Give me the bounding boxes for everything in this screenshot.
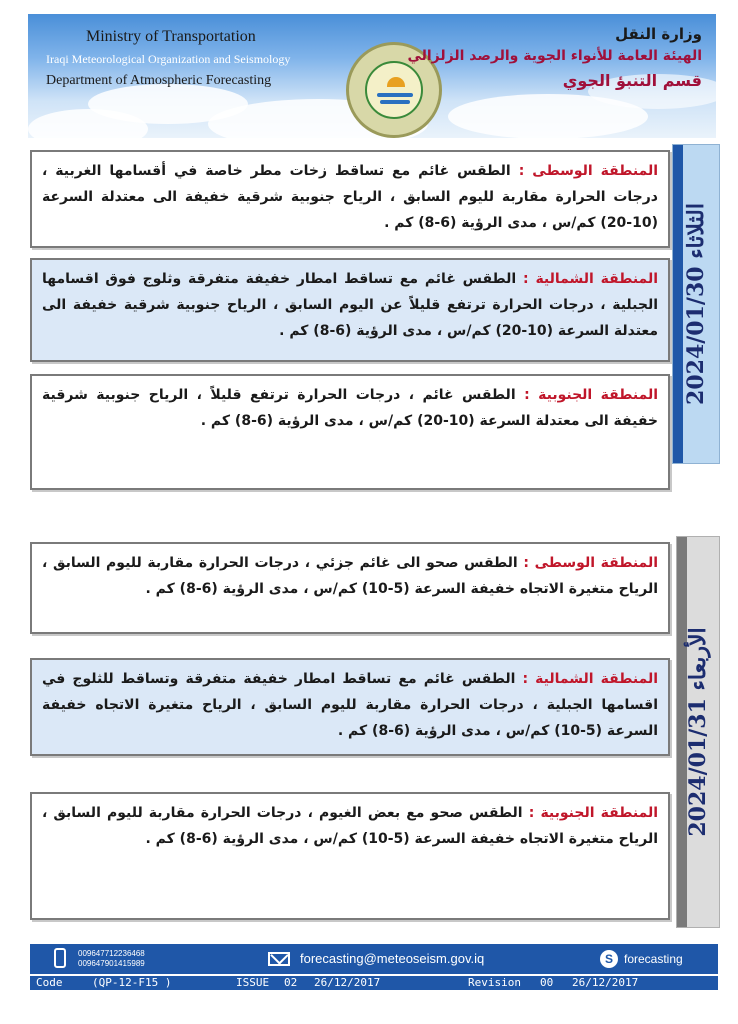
forecast-box-central-day1 [30,150,670,248]
revision-label: Revision [468,976,521,989]
skype-id: forecasting [624,952,683,966]
forecast-box-north-day2 [30,658,670,756]
code-label: Code [36,976,63,989]
region-label: المنطقة الجنوبية : [528,805,659,821]
footer [30,944,718,988]
organization-name-en: Iraqi Meteorological Organization and Seismology [46,52,291,66]
forecast-text: الطقس غائم مع تساقط امطار خفيفة متفرقة وثلوج فوق اقسامها الجبلية ، درجات الحرارة ترتفع قليلاً عن اليوم السابق ، الرياح جنوبية شرقية خفيفة الى معتدلة السرعة (10-20) كم/س ، مدى الرؤية (6-8) كم . [42,271,658,339]
forecast-box-south-day1 [30,374,670,490]
revision-value: 00 [540,976,554,989]
department-name-en: Department of Atmospheric Forecasting [46,73,272,88]
english-header [46,26,290,92]
skype-icon: S [600,950,618,968]
issue-date: 26/12/2017 [314,976,381,989]
issue-label: ISSUE [236,976,270,989]
phone-numbers [78,949,145,969]
region-label: المنطقة الشمالية : [523,271,658,287]
revision-date: 26/12/2017 [572,976,639,989]
day-label: الأربعاء 2024/01/31 [685,627,711,837]
ministry-name-ar: وزارة النقل [615,25,702,43]
organization-name-ar: الهيئة العامة للأنواء الجوية والرصد الزلزالي [407,48,702,64]
phone-number-2: 009647901415989 [78,959,145,968]
region-label: المنطقة الشمالية : [522,671,659,687]
forecast-text: الطقس غائم مع تساقط زخات مطر خاصة في أقسامها الغربية ، درجات الحرارة مقاربة لليوم السابق ، الرياح جنوبية شرقية خفيفة الى معتدلة السرعة (10-20) كم/س ، مدى الرؤية (6-8) كم . [42,163,658,231]
footer-document-code-bar [30,974,718,990]
ministry-name-en: Ministry of Transportation [86,28,256,45]
day-label: الثلاثاء 2024/01/30 [683,203,709,405]
email-address[interactable]: forecasting@meteoseism.gov.iq [300,951,485,966]
forecast-box-central-day2 [30,542,670,634]
forecast-text: الطقس صحو مع بعض الغيوم ، درجات الحرارة مقاربة لليوم السابق ، الرياح متغيرة الاتجاه خفيفة السرعة (5-10) كم/س ، مدى الرؤية (6-8) كم . [42,805,658,847]
forecast-text: الطقس صحو الى غائم جزئي ، درجات الحرارة مقاربة لليوم السابق ، الرياح متغيرة الاتجاه خفيفة السرعة (5-10) كم/س ، مدى الرؤية (6-8) كم . [42,555,658,597]
day-tab-tuesday [672,144,720,464]
header-banner [28,14,716,138]
issue-value: 02 [284,976,298,989]
forecast-text: الطقس غائم ، درجات الحرارة ترتفع قليلاً ، الرياح جنوبية شرقية خفيفة الى معتدلة السرعة (10-20) كم/س ، مدى الرؤية (6-8) كم . [42,387,658,429]
arabic-header [407,24,702,94]
phone-icon [54,948,66,968]
forecast-text: الطقس غائم مع تساقط امطار خفيفة متفرقة وتساقط للثلوج في اقسامها الجبلية ، درجات الحرارة مقاربة لليوم السابق ، الرياح متغيرة الاتجاه خفيفة السرعة (5-10) كم/س ، مدى الرؤية (6-8) كم . [42,671,658,739]
region-label: المنطقة الوسطى : [518,163,659,179]
department-name-ar: قسم التنبؤ الجوي [562,71,702,90]
phone-number-1: 009647712236468 [78,949,145,958]
footer-contact-bar [30,944,718,974]
region-label: المنطقة الجنوبية : [524,387,659,403]
forecast-box-south-day2 [30,792,670,920]
code-value: (QP-12-F15 ) [92,976,172,989]
region-label: المنطقة الوسطى : [523,555,658,571]
forecast-box-north-day1 [30,258,670,362]
day-tab-wednesday [676,536,720,928]
mail-icon [268,952,290,966]
